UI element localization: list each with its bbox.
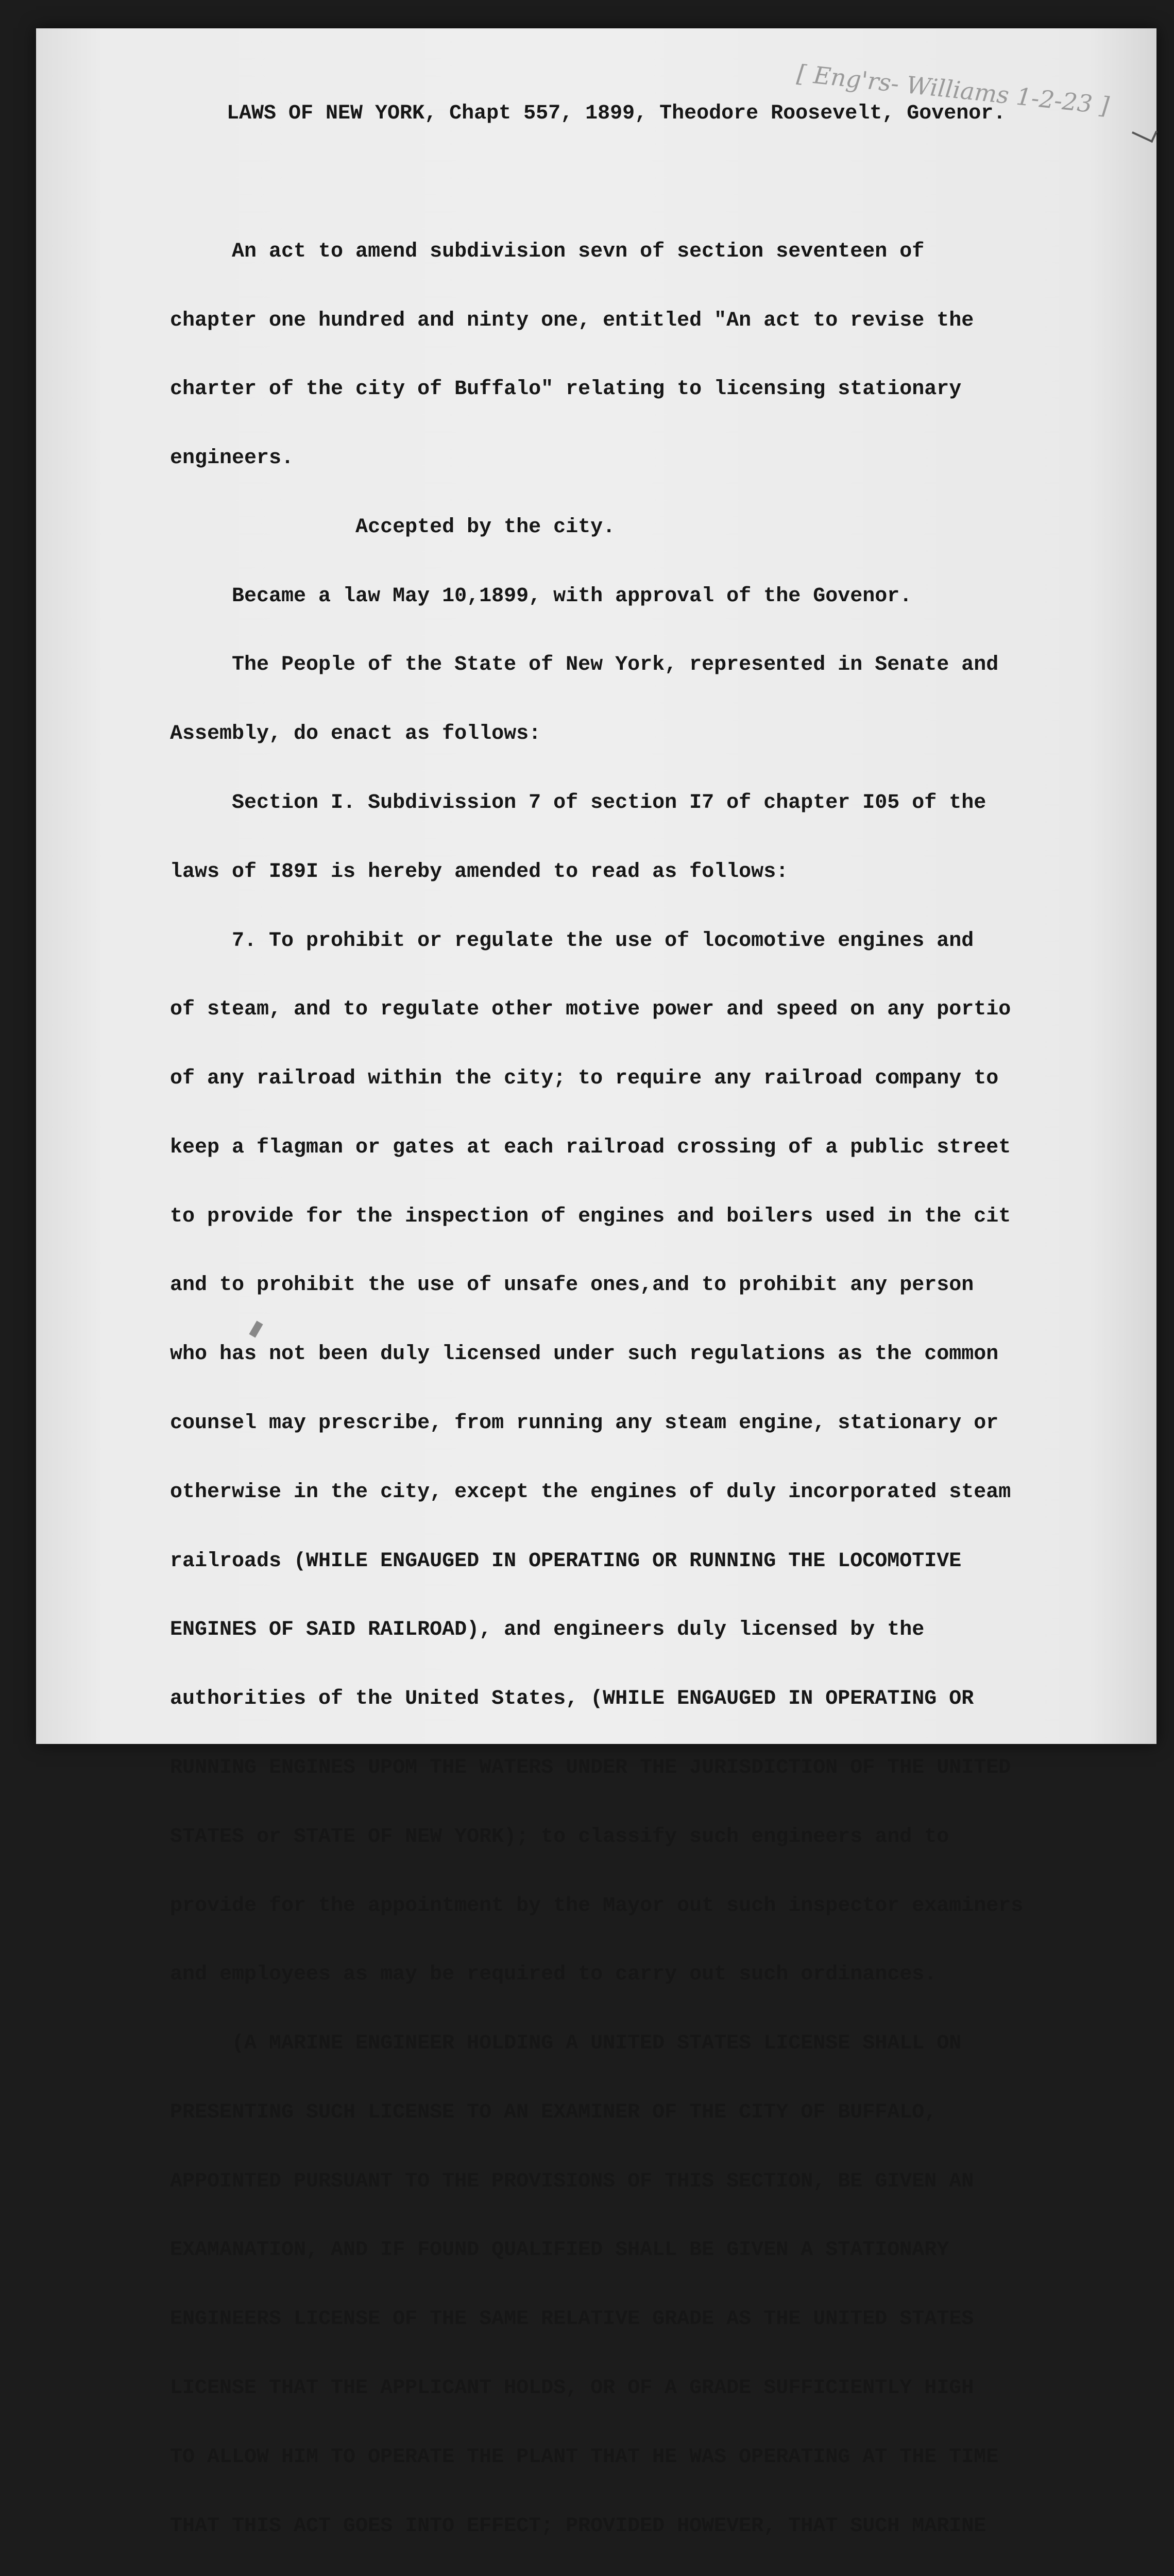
text-line: PRESENTING SUCH LICENSE TO AN EXAMINER OF THE CITY OF BUFFALO, <box>170 2100 937 2124</box>
text-line: APPOINTED PURSUANT TO THE PROVISIONS OF THIS SECTION, BE GIVEN AN <box>170 2170 974 2193</box>
text-line: chapter one hundred and ninty one, entitled "An act to revise the <box>170 309 974 332</box>
text-line: of any railroad within the city; to require any railroad company to <box>170 1067 999 1091</box>
text-line: and employees as may be required to carry out such ordinances. <box>170 1963 937 1987</box>
text-line: EXAMANATION, AND IF FOUND QUALIFIED SHALL BE GIVEN A STATIONARY <box>170 2239 949 2262</box>
text-line: RUNNING ENGINES UPOM THE WATERS UNDER THE JURISDICTION OF THE UNITED <box>170 1756 1011 1780</box>
text-line: Section I. Subdivission 7 of section I7 of chapter I05 of the <box>170 791 986 815</box>
text-line: THAT THIS ACT GOES INTO EFFECT; PROVIDED HOWEVER, THAT SUCH MARINE <box>170 2514 986 2538</box>
text-line: The People of the State of New York, represented in Senate and <box>170 653 999 677</box>
text-line: ENGINEERS LICENSE OF THE SAME RELATIVE GRADE AS THE UNITED STATES <box>170 2308 974 2331</box>
text-line: who has not been duly licensed under such regulations as the common <box>170 1343 999 1366</box>
text-line: counsel may prescribe, from running any steam engine, stationary or <box>170 1412 999 1435</box>
text-line: of steam, and to regulate other motive power and speed on any portio <box>170 998 1011 1022</box>
text-line: Assembly, do enact as follows: <box>170 722 541 746</box>
text-line: An act to amend subdivision sevn of section seventeen of <box>170 240 925 263</box>
text-line: engineers. <box>170 447 294 470</box>
text-line: laws of I89I is hereby amended to read as follows: <box>170 860 789 884</box>
text-line: to provide for the inspection of engines and boilers used in the cit <box>170 1205 1011 1228</box>
text-line: ENGINES OF SAID RAILROAD), and engineers duly licensed by the <box>170 1618 925 1642</box>
document-title: LAWS OF NEW YORK, Chapt 557, 1899, Theodore Roosevelt, Govenor. <box>227 102 1006 126</box>
text-line: TO ALLOW HIM TO OPERATE THE PLANT THAT HE WAS OPERATING AT THE TIME <box>170 2445 999 2469</box>
text-line: railroads (WHILE ENGAUGED IN OPERATING OR RUNNING THE LOCOMOTIVE <box>170 1549 962 1573</box>
text-line: LICENSE THAT THE APPLICANT HOLDS, OR OF A GRADE SUFFICIENTLY HIGH <box>170 2376 974 2400</box>
text-line: Accepted by the city. <box>170 515 616 539</box>
text-line: 7. To prohibit or regulate the use of locomotive engines and <box>170 929 974 953</box>
handwritten-annotation: [ Eng'rs- Williams 1-2-23 ] <box>795 59 1111 120</box>
typed-text-body <box>170 57 1138 2576</box>
text-line: STATES or STATE OF NEW YORK); to classify such engineers and to <box>170 1825 949 1849</box>
text-line: provide for the appointment by the Mayor out such inspector examiners <box>170 1894 1024 1918</box>
text-line: and to prohibit the use of unsafe ones,and to prohibit any person <box>170 1274 974 1297</box>
text-line <box>170 172 1138 195</box>
text-line: (A MARINE ENGINEER HOLDING A UNITED STATES LICENSE SHALL ON <box>170 2032 962 2056</box>
text-line: otherwise in the city, except the engines of duly incorporated steam <box>170 1480 1011 1504</box>
text-line: charter of the city of Buffalo" relating to licensing stationary <box>170 378 962 401</box>
text-line: Became a law May 10,1899, with approval of the Govenor. <box>170 584 912 608</box>
text-line: keep a flagman or gates at each railroad crossing of a public street <box>170 1136 1011 1159</box>
text-line: authorities of the United States, (WHILE ENGAUGED IN OPERATING OR <box>170 1687 974 1711</box>
